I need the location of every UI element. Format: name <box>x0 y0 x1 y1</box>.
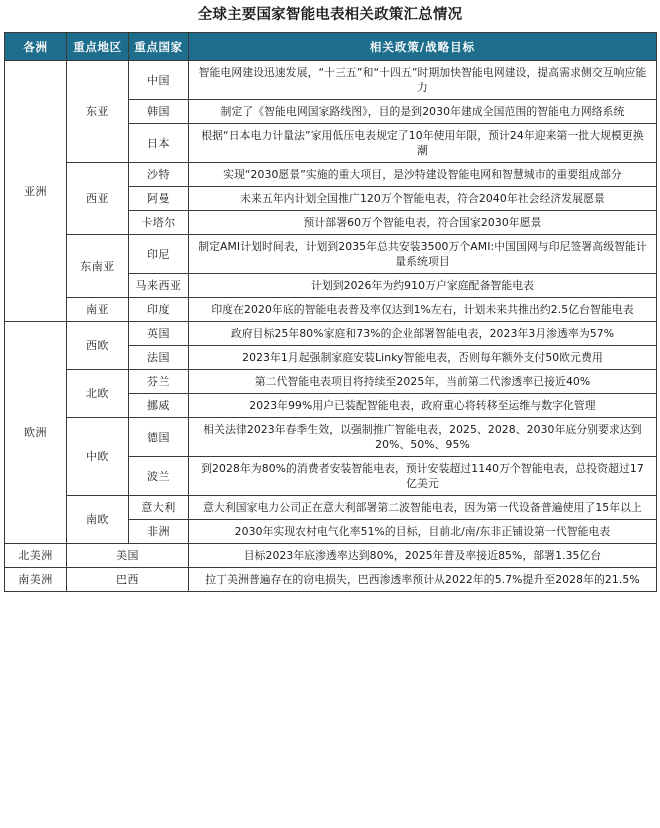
table-row <box>5 418 657 457</box>
cell-country: 韩国 <box>129 100 189 124</box>
cell-policy: 意大利国家电力公司正在意大利部署第二波智能电表，因为第一代设备普遍使用了15年以上 <box>189 496 657 520</box>
cell-country: 巴西 <box>67 568 189 592</box>
cell-policy: 相关法律2023年春季生效，以强制推广智能电表，2025、2028、2030年底分别要求达到20%、50%、95% <box>189 418 657 457</box>
cell-country: 非洲 <box>129 520 189 544</box>
cell-policy: 政府目标25年80%家庭和73%的企业部署智能电表，2023年3月渗透率为57% <box>189 322 657 346</box>
cell-country: 美国 <box>67 544 189 568</box>
cell-policy: 智能电网建设迅速发展，“十三五”和“十四五”时期加快智能电网建设，提高需求侧交互响应能力 <box>189 61 657 100</box>
cell-policy: 拉丁美洲普遍存在的窃电损失，巴西渗透率预计从2022年的5.7%提升至2028年的21.5% <box>189 568 657 592</box>
cell-continent: 亚洲 <box>5 61 67 322</box>
column-header-region: 重点地区 <box>67 33 129 61</box>
cell-country: 意大利 <box>129 496 189 520</box>
cell-region: 西亚 <box>67 163 129 235</box>
cell-policy: 目标2023年底渗透率达到80%，2025年普及率接近85%，部署1.35亿台 <box>189 544 657 568</box>
cell-country: 德国 <box>129 418 189 457</box>
cell-country: 中国 <box>129 61 189 100</box>
table-row <box>5 235 657 274</box>
cell-policy: 未来五年内计划全国推广120万个智能电表，符合2040年社会经济发展愿景 <box>189 187 657 211</box>
table-row <box>5 163 657 187</box>
table-row <box>5 322 657 346</box>
cell-region: 东亚 <box>67 61 129 163</box>
cell-country: 沙特 <box>129 163 189 187</box>
cell-region: 东南亚 <box>67 235 129 298</box>
cell-country: 日本 <box>129 124 189 163</box>
column-header-policy: 相关政策/战略目标 <box>189 33 657 61</box>
cell-country: 挪威 <box>129 394 189 418</box>
cell-region: 南亚 <box>67 298 129 322</box>
cell-policy: 2023年99%用户已装配智能电表，政府重心将转移至运维与数字化管理 <box>189 394 657 418</box>
cell-country: 印尼 <box>129 235 189 274</box>
cell-country: 马来西亚 <box>129 274 189 298</box>
table-row <box>5 370 657 394</box>
cell-country: 卡塔尔 <box>129 211 189 235</box>
cell-policy: 制定了《智能电网国家路线图》，目的是到2030年建成全国范围的智能电力网络系统 <box>189 100 657 124</box>
cell-country: 波兰 <box>129 457 189 496</box>
table-row <box>5 544 657 568</box>
table-row <box>5 496 657 520</box>
cell-policy: 制定AMI计划时间表，计划到2035年总共安装3500万个AMI:中国国网与印尼签署高级智能计量系统项目 <box>189 235 657 274</box>
cell-country: 芬兰 <box>129 370 189 394</box>
cell-country: 法国 <box>129 346 189 370</box>
cell-region: 西欧 <box>67 322 129 370</box>
cell-policy: 2030年实现农村电气化率51%的目标，目前北/南/东非正铺设第一代智能电表 <box>189 520 657 544</box>
table-body <box>5 61 657 592</box>
table-header <box>5 33 657 61</box>
cell-continent: 北美洲 <box>5 544 67 568</box>
column-header-country: 重点国家 <box>129 33 189 61</box>
cell-country: 阿曼 <box>129 187 189 211</box>
cell-policy: 根据“日本电力计量法”家用低压电表规定了10年使用年限，预计24年迎来第一批大规模更换潮 <box>189 124 657 163</box>
cell-region: 北欧 <box>67 370 129 418</box>
table-row <box>5 61 657 100</box>
cell-policy: 计划到2026年为约910万户家庭配备智能电表 <box>189 274 657 298</box>
policy-summary-table <box>4 32 657 592</box>
cell-region: 南欧 <box>67 496 129 544</box>
cell-country: 英国 <box>129 322 189 346</box>
table-row <box>5 298 657 322</box>
cell-policy: 2023年1月起强制家庭安装Linky智能电表，否则每年额外支付50欧元费用 <box>189 346 657 370</box>
cell-continent: 南美洲 <box>5 568 67 592</box>
page-title: 全球主要国家智能电表相关政策汇总情况 <box>197 7 463 23</box>
column-header-continent: 各洲 <box>5 33 67 61</box>
cell-country: 印度 <box>129 298 189 322</box>
cell-region: 中欧 <box>67 418 129 496</box>
header-row <box>5 33 657 61</box>
cell-policy: 预计部署60万个智能电表，符合国家2030年愿景 <box>189 211 657 235</box>
cell-continent: 欧洲 <box>5 322 67 544</box>
cell-policy: 实现“2030愿景”实施的重大项目，是沙特建设智能电网和智慧城市的重要组成部分 <box>189 163 657 187</box>
table-container <box>0 32 660 592</box>
table-row <box>5 568 657 592</box>
cell-policy: 印度在2020年底的智能电表普及率仅达到1%左右，计划未来共推出约2.5亿台智能电表 <box>189 298 657 322</box>
cell-policy: 第二代智能电表项目将持续至2025年，当前第二代渗透率已接近40% <box>189 370 657 394</box>
cell-policy: 到2028年为80%的消费者安装智能电表，预计安装超过1140万个智能电表，总投资超过17亿美元 <box>189 457 657 496</box>
